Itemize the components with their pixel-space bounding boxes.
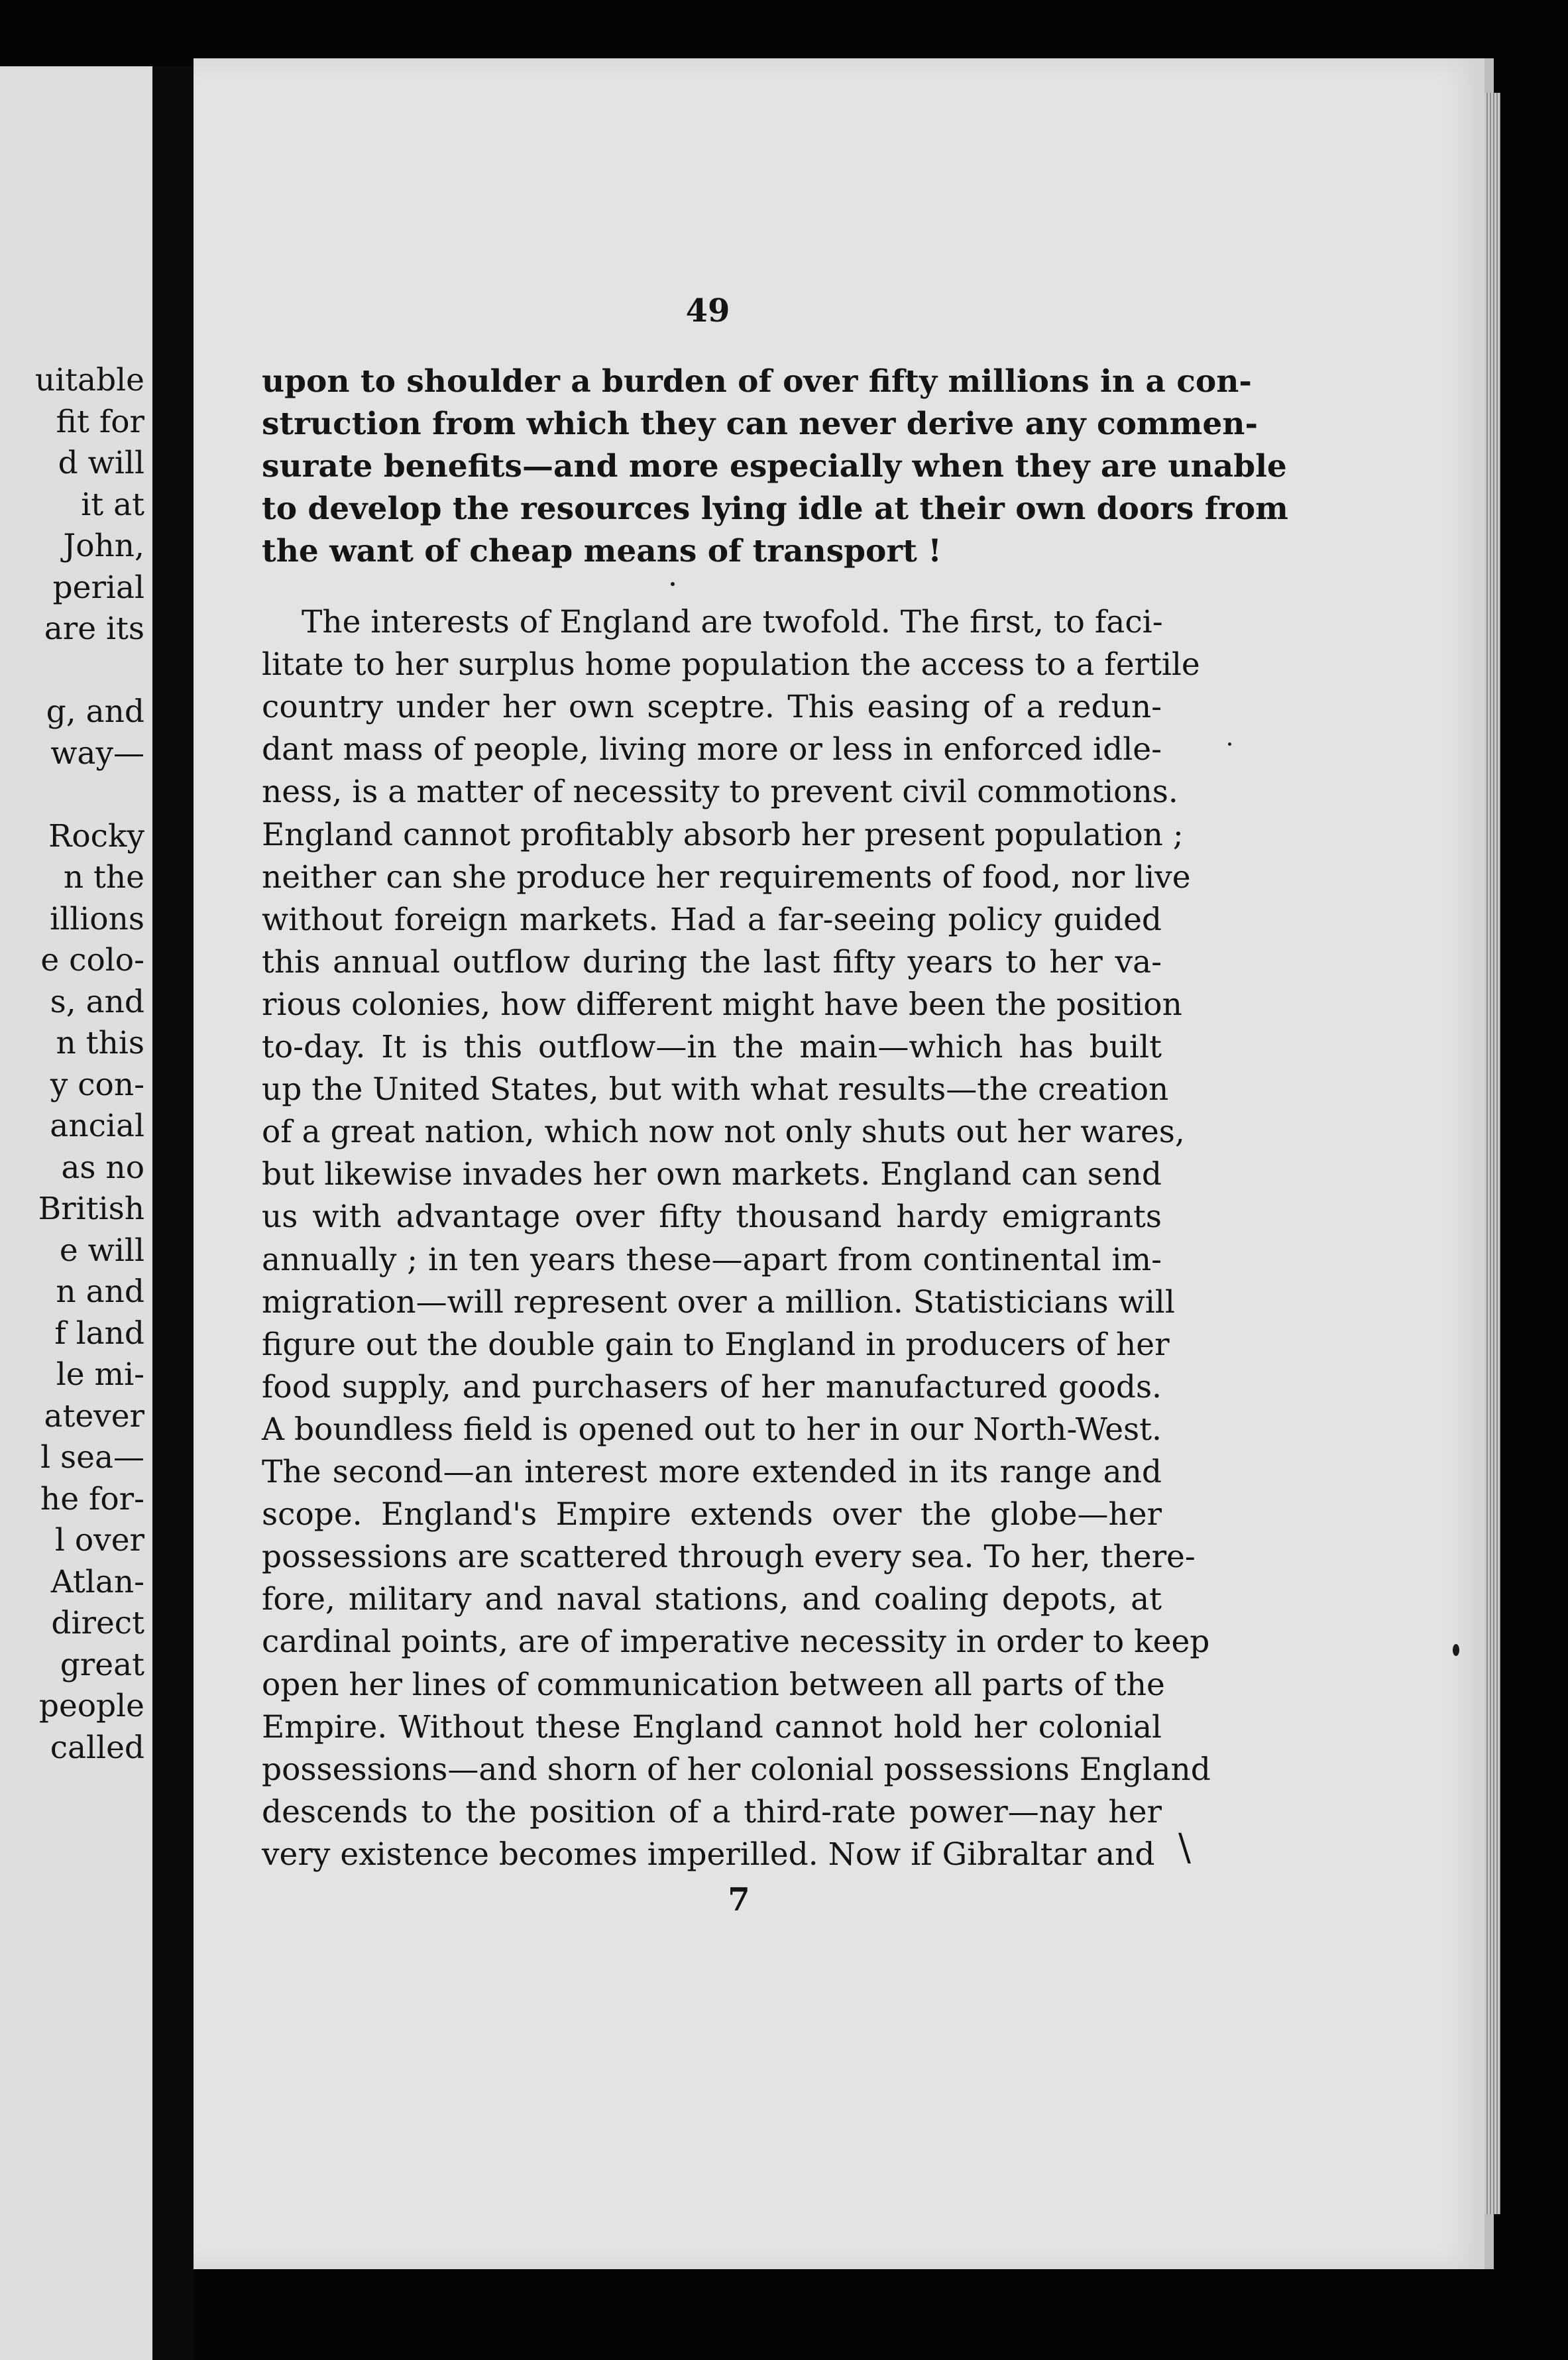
- left-page-line: great: [60, 1646, 144, 1683]
- paragraph-line: possessions are scattered through every sea. To her, there-: [262, 1539, 1196, 1576]
- left-page-line: atever: [44, 1397, 144, 1435]
- left-page-line: Atlan-: [50, 1563, 144, 1600]
- left-page-line: n this: [56, 1025, 144, 1061]
- paragraph-line: figure out the double gain to England in producers of her: [262, 1326, 1170, 1363]
- left-page-line: d will: [58, 445, 144, 481]
- left-page-line: g, and: [46, 693, 144, 730]
- paragraph-line: migration—will represent over a million. Statisticians will: [262, 1283, 1175, 1321]
- paragraph-line: dant mass of people, living more or less in enforced idle-: [262, 731, 1162, 768]
- paragraph-line: without foreign markets. Had a far-seeing policy guided: [262, 901, 1162, 938]
- paragraph-line: to-day. It is this outflow—in the main—which has built: [262, 1029, 1162, 1065]
- left-page-line: fit for: [56, 403, 144, 440]
- paragraph-line: ness, is a matter of necessity to prevent civil commotions.: [262, 774, 1178, 811]
- paragraph-line: neither can she produce her requirements of food, nor live: [262, 858, 1191, 896]
- left-page-line: n the: [63, 859, 144, 896]
- left-page-line: y con-: [50, 1066, 144, 1103]
- paragraph-line: fore, military and naval stations, and coaling depots, at: [262, 1581, 1162, 1618]
- left-page-line: direct: [51, 1605, 144, 1641]
- paragraph-line: the want of cheap means of transport !: [262, 533, 942, 569]
- left-page-line: uitable: [34, 362, 144, 398]
- left-page-line: he for-: [40, 1480, 144, 1517]
- paragraph-line: descends to the position of a third-rate power—nay her: [262, 1793, 1162, 1830]
- paragraph-line: country under her own sceptre. This easing of a redun-: [262, 689, 1162, 726]
- left-page-line: e will: [59, 1232, 144, 1269]
- left-page-line: called: [50, 1729, 144, 1766]
- paragraph-line: The second—an interest more extended in its range and: [262, 1454, 1162, 1490]
- scan-speck: [1453, 1644, 1459, 1656]
- paragraph-line: annually ; in ten years these—apart from continental im-: [262, 1241, 1162, 1278]
- paragraph-line: very existence becomes imperilled. Now if Gibraltar and: [262, 1836, 1155, 1873]
- paragraph-line: England cannot profitably absorb her present population ;: [262, 816, 1184, 853]
- left-page-line: f land: [54, 1315, 144, 1352]
- paragraph-line: Empire. Without these England cannot hold her colonial: [262, 1708, 1162, 1745]
- left-page-line: way—: [50, 735, 144, 772]
- paragraph-line: upon to shoulder a burden of over fifty millions in a con-: [262, 363, 1252, 400]
- scan-speck: [671, 582, 675, 586]
- paragraph-line: litate to her surplus home population the access to a fertile: [262, 646, 1200, 683]
- folio-signature: 7: [728, 1881, 750, 1918]
- left-page-line: are its: [44, 611, 144, 647]
- paragraph-line: of a great nation, which now not only shuts out her wares,: [262, 1114, 1185, 1151]
- left-page-line: perial: [52, 569, 144, 606]
- paragraph-line: A boundless field is opened out to her in our North-West.: [262, 1411, 1162, 1448]
- paragraph-line: surate benefits—and more especially when they are unable: [262, 448, 1287, 485]
- left-page-line: ancial: [50, 1108, 144, 1144]
- paragraph-line: scope. England's Empire extends over the globe—her: [262, 1496, 1162, 1533]
- left-page-line: people: [38, 1688, 144, 1724]
- paragraph-line: possessions—and shorn of her colonial possessions England: [262, 1751, 1211, 1788]
- paragraph-line: struction from which they can never derive any commen-: [262, 406, 1258, 442]
- left-page-line: British: [38, 1191, 144, 1227]
- left-page-line: e colo-: [40, 942, 144, 978]
- left-page-line: Rocky: [48, 817, 144, 855]
- paragraph-line: cardinal points, are of imperative necessity in order to keep: [262, 1623, 1210, 1661]
- paragraph-line: up the United States, but with what results—the creation: [262, 1071, 1169, 1108]
- left-page-line: le mi-: [56, 1356, 144, 1393]
- left-page-line: s, and: [50, 983, 144, 1020]
- paragraph-line: open her lines of communication between all parts of the: [262, 1666, 1165, 1703]
- left-page-line: illions: [50, 900, 144, 937]
- paragraph-line: The interests of England are twofold. The first, to faci-: [302, 604, 1163, 640]
- left-page-line: John,: [63, 528, 144, 564]
- paragraph-line: but likewise invades her own markets. England can send: [262, 1156, 1162, 1193]
- left-page-fragment: [0, 66, 152, 2360]
- scan-speck: [1228, 742, 1231, 746]
- page-number: 49: [685, 292, 730, 329]
- page-edge: [1484, 93, 1500, 2214]
- left-page-line: l over: [54, 1522, 144, 1559]
- page-gutter: [152, 66, 194, 2360]
- paragraph-line: food supply, and purchasers of her manufactured goods.: [262, 1368, 1162, 1405]
- left-page-line: l sea—: [40, 1439, 144, 1476]
- left-page-line: n and: [56, 1273, 144, 1310]
- left-page-line: it at: [81, 486, 144, 523]
- margin-mark: \: [1178, 1826, 1191, 1869]
- paragraph-line: this annual outflow during the last fifty years to her va-: [262, 943, 1162, 980]
- left-page-line: as no: [61, 1149, 144, 1186]
- paragraph-line: rious colonies, how different might have been the position: [262, 986, 1182, 1023]
- paragraph-line: to develop the resources lying idle at their own doors from: [262, 491, 1288, 527]
- paragraph-line: us with advantage over fifty thousand hardy emigrants: [262, 1199, 1162, 1236]
